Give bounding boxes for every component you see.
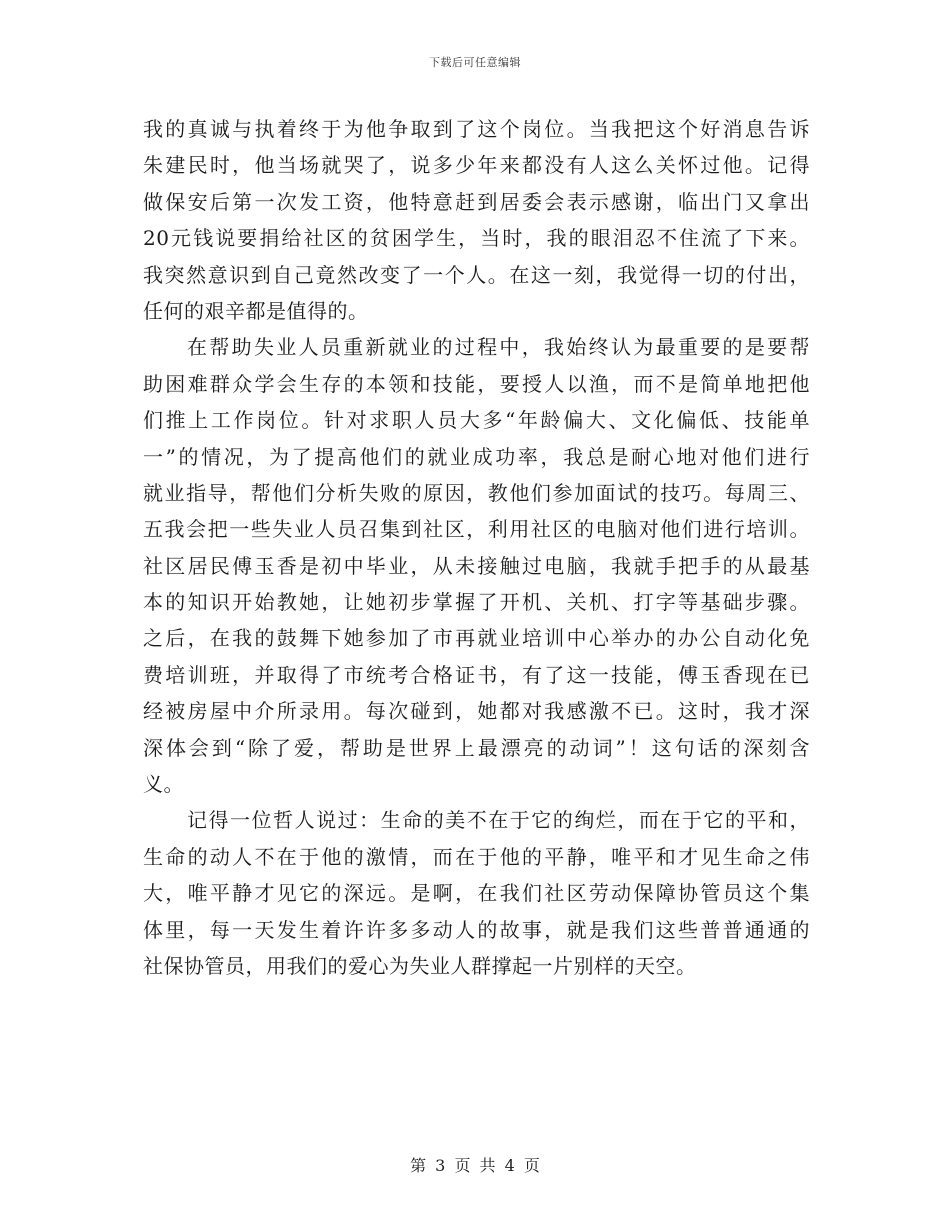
paragraph-line: 我的真诚与执着终于为他争取到了这个岗位。当我把这个好消息告诉 (143, 117, 810, 141)
paragraph-line: 做保安后第一次发工资，他特意赶到居委会表示感谢，临出门又拿出 (143, 189, 810, 214)
paragraph-line: 朱建民时，他当场就哭了，说多少年来都没有人这么关怀过他。记得 (143, 153, 810, 178)
paragraph-line: 义。 (143, 772, 184, 797)
paragraph-line: 任何的艰辛都是值得的。 (143, 298, 369, 323)
document-body (143, 111, 810, 984)
paragraph-line: 体里，每一天发生着许许多多动人的故事，就是我们这些普普通通的 (143, 917, 810, 942)
paragraph-line: 一”的情况，为了提高他们的就业成功率，我总是耐心地对他们进行 (143, 444, 810, 469)
paragraph-line: 本的知识开始教她，让她初步掌握了开机、关机、打字等基础步骤。 (143, 590, 810, 615)
paragraph-line: 助困难群众学会生存的本领和技能，要授人以渔，而不是简单地把他 (143, 371, 810, 396)
paragraph-1 (143, 111, 810, 329)
paragraph-line: 经被房屋中介所录用。每次碰到，她都对我感激不已。这时，我才深 (143, 699, 810, 724)
paragraph-line: 社保协管员，用我们的爱心为失业人群撑起一片别样的天空。 (143, 953, 697, 978)
paragraph-line: 深体会到“除了爱，帮助是世界上最漂亮的动词”！这句话的深刻含 (143, 735, 810, 760)
page-header: 下载后可任意编辑 (429, 56, 521, 69)
paragraph-line: 之后，在我的鼓舞下她参加了市再就业培训中心举办的办公自动化免 (143, 626, 810, 651)
paragraph-3 (143, 802, 810, 984)
paragraph-line: 五我会把一些失业人员召集到社区，利用社区的电脑对他们进行培训。 (143, 517, 810, 542)
paragraph-line: 生命的动人不在于他的激情，而在于他的平静，唯平和才见生命之伟 (143, 844, 810, 869)
paragraph-line: 就业指导，帮他们分析失败的原因，教他们参加面试的技巧。每周三、 (143, 480, 810, 505)
paragraph-line: 们推上工作岗位。针对求职人员大多“年龄偏大、文化偏低、技能单 (143, 408, 810, 433)
paragraph-line: 记得一位哲人说过：生命的美不在于它的绚烂，而在于它的平和， (187, 808, 810, 833)
paragraph-line: 社区居民傅玉香是初中毕业，从未接触过电脑，我就手把手的从最基 (143, 553, 810, 578)
paragraph-line: 大，唯平静才见它的深远。是啊，在我们社区劳动保障协管员这个集 (143, 881, 810, 906)
page-footer: 第 3 页 共 4 页 (410, 1156, 540, 1175)
paragraph-line: 在帮助失业人员重新就业的过程中，我始终认为最重要的是要帮 (187, 335, 810, 360)
paragraph-line: 费培训班，并取得了市统考合格证书，有了这一技能，傅玉香现在已 (143, 662, 810, 687)
paragraph-line: 20元钱说要捐给社区的贫困学生，当时，我的眼泪忍不住流了下来。 (143, 226, 810, 251)
paragraph-line: 我突然意识到自己竟然改变了一个人。在这一刻，我觉得一切的付出， (143, 262, 810, 287)
paragraph-2 (143, 329, 810, 802)
